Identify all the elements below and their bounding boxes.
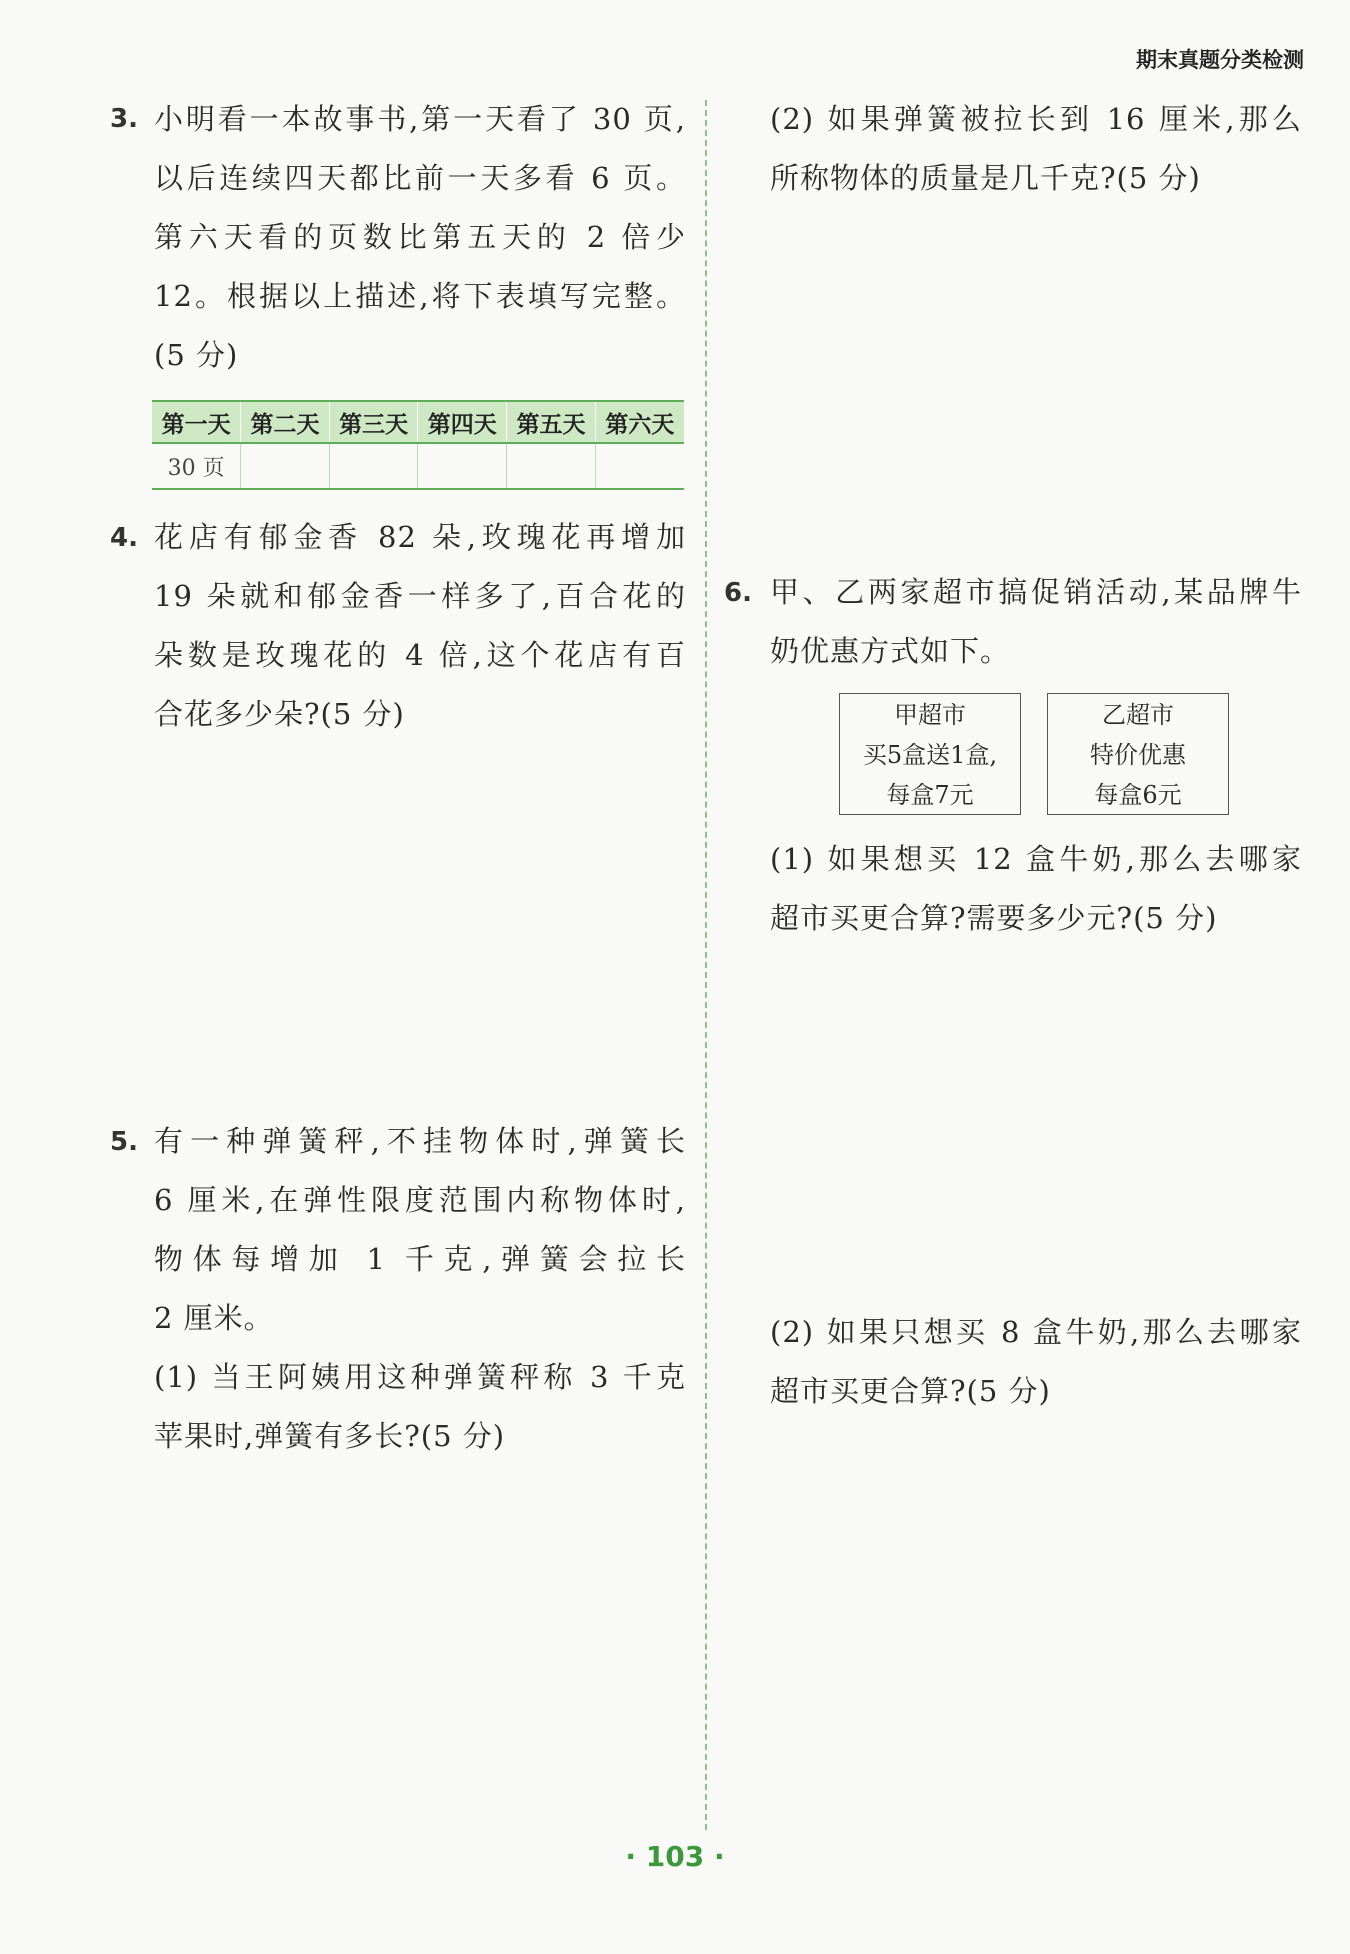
table-header-cell: 第五天 xyxy=(507,401,596,443)
table-cell-blank[interactable] xyxy=(595,443,684,489)
text-line: 有一种弹簧秤,不挂物体时,弹簧长 xyxy=(154,1124,686,1158)
question-5-text xyxy=(154,1112,686,1348)
question-5-part-2 xyxy=(770,90,1302,208)
offer-deal: 特价优惠 xyxy=(1090,741,1186,769)
question-6-text xyxy=(770,563,1302,681)
question-4-number: 4. xyxy=(110,523,138,553)
text-line: 第六天看的页数比第五天的 2 倍少 xyxy=(154,220,686,254)
table-row xyxy=(152,443,684,489)
text-line: (2) 如果只想买 8 盒牛奶,那么去哪家 xyxy=(770,1315,1302,1349)
question-3-number: 3. xyxy=(110,104,138,134)
text-line: (5 分) xyxy=(154,338,239,372)
table-cell-blank[interactable] xyxy=(241,443,330,489)
text-line: 甲、乙两家超市搞促销活动,某品牌牛 xyxy=(770,575,1302,609)
text-line: 朵数是玫瑰花的 4 倍,这个花店有百 xyxy=(154,638,686,672)
offer-store-name: 乙超市 xyxy=(1102,701,1174,729)
offer-box-yi xyxy=(1047,693,1229,815)
table-header-row xyxy=(152,401,684,443)
text-line: 物体每增加 1 千克,弹簧会拉长 xyxy=(154,1242,686,1276)
text-line: 花店有郁金香 82 朵,玫瑰花再增加 xyxy=(154,520,686,554)
text-line: 奶优惠方式如下。 xyxy=(770,634,1011,668)
text-line: 超市买更合算?需要多少元?(5 分) xyxy=(770,901,1218,935)
text-line: 12。根据以上描述,将下表填写完整。 xyxy=(154,279,686,313)
table-header-cell: 第四天 xyxy=(418,401,507,443)
table-header-cell: 第六天 xyxy=(595,401,684,443)
table-header-cell: 第三天 xyxy=(329,401,418,443)
question-6-part-1 xyxy=(770,830,1302,948)
text-line: (1) 当王阿姨用这种弹簧秤称 3 千克 xyxy=(154,1360,686,1394)
text-line: 2 厘米。 xyxy=(154,1301,274,1335)
offer-store-name: 甲超市 xyxy=(894,701,966,729)
offer-deal: 买5盒送1盒, xyxy=(862,741,998,769)
question-6-number: 6. xyxy=(724,578,752,608)
question-6-part-2 xyxy=(770,1303,1302,1421)
page-number: · 103 · xyxy=(625,1840,725,1873)
text-line: 超市买更合算?(5 分) xyxy=(770,1374,1051,1408)
text-line: 小明看一本故事书,第一天看了 30 页, xyxy=(154,102,686,136)
text-line: (2) 如果弹簧被拉长到 16 厘米,那么 xyxy=(770,102,1302,136)
text-line: (1) 如果想买 12 盒牛奶,那么去哪家 xyxy=(770,842,1302,876)
table-cell-blank[interactable] xyxy=(507,443,596,489)
question-5-number: 5. xyxy=(110,1127,138,1157)
text-line: 所称物体的质量是几千克?(5 分) xyxy=(770,161,1201,195)
text-line: 6 厘米,在弹性限度范围内称物体时, xyxy=(154,1183,686,1217)
text-line: 以后连续四天都比前一天多看 6 页。 xyxy=(154,161,686,195)
question-4-text xyxy=(154,508,686,744)
offer-price: 每盒7元 xyxy=(886,781,974,809)
section-title: 期末真题分类检测 xyxy=(1136,48,1304,72)
table-cell: 30 页 xyxy=(167,455,225,481)
offer-box-jia xyxy=(839,693,1021,815)
text-line: 苹果时,弹簧有多长?(5 分) xyxy=(154,1419,506,1453)
reading-pages-table xyxy=(152,400,684,490)
column-divider xyxy=(705,100,707,1830)
text-line: 合花多少朵?(5 分) xyxy=(154,697,405,731)
table-cell-blank[interactable] xyxy=(418,443,507,489)
text-line: 19 朵就和郁金香一样多了,百合花的 xyxy=(154,579,686,613)
question-3-text xyxy=(154,90,686,385)
table-cell-blank[interactable] xyxy=(329,443,418,489)
question-5-part-1 xyxy=(154,1348,686,1466)
table-header-cell: 第二天 xyxy=(241,401,330,443)
offer-price: 每盒6元 xyxy=(1094,781,1182,809)
table-header-cell: 第一天 xyxy=(152,401,241,443)
